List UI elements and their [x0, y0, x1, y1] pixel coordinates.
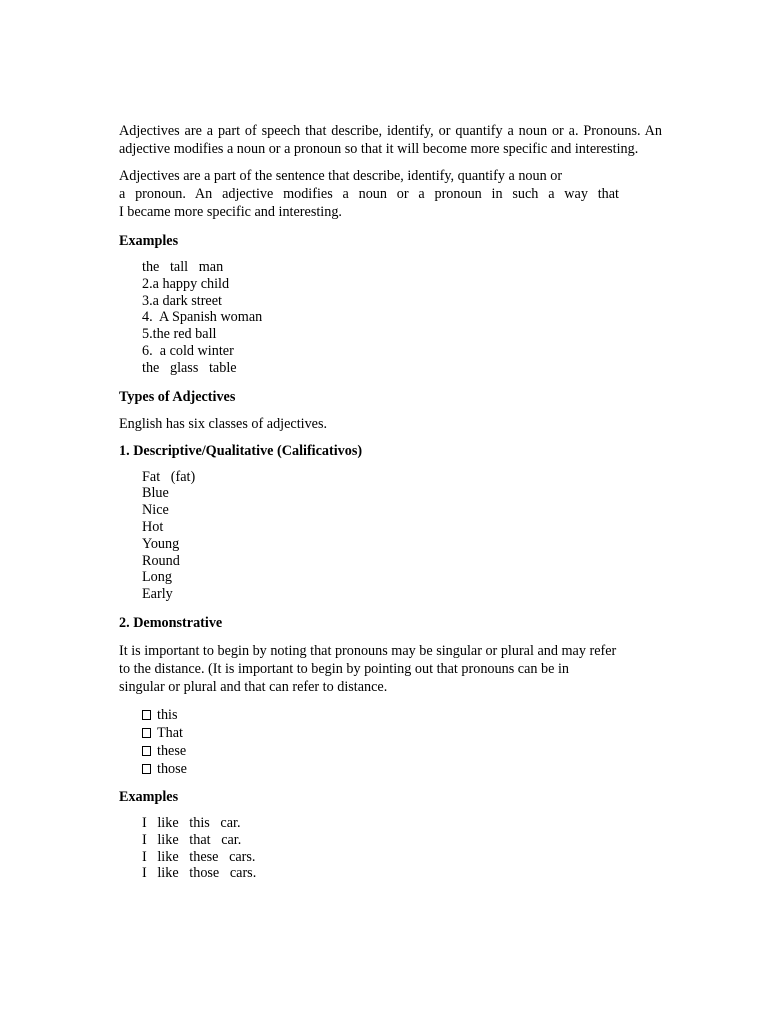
- types-heading: Types of Adjectives: [119, 388, 236, 405]
- list-item: 4. A Spanish woman: [142, 309, 263, 326]
- document-content: [119, 122, 662, 882]
- demonstrative-heading: 2. Demonstrative: [119, 614, 223, 631]
- list-item: Nice: [142, 502, 169, 519]
- second-paragraph-line-3: I became more specific and interesting.: [119, 204, 342, 220]
- list-item: 3.a dark street: [142, 292, 222, 309]
- list-item: 6. a cold winter: [142, 342, 234, 359]
- examples-heading: Examples: [119, 233, 179, 249]
- demonstrative-paragraph-line-1: It is important to begin by noting that pronouns may be singular or plural and may refer: [119, 642, 617, 659]
- list-item: Long: [142, 569, 172, 586]
- list-item: I like those cars.: [142, 865, 257, 882]
- square-bullet-icon: [142, 746, 151, 756]
- examples-2-heading: Examples: [119, 788, 179, 805]
- intro-paragraph: Adjectives are a part of speech that describe, identify, or quantify a noun or a. Pronouns. An adjective modifies a noun or a pronoun so that it will become more specific and interesting.: [119, 123, 662, 157]
- list-item: Blue: [142, 485, 169, 502]
- list-item: Round: [142, 552, 180, 569]
- descriptive-heading: 1. Descriptive/Qualitative (Calificativos): [119, 442, 363, 459]
- list-item: Young: [142, 535, 180, 552]
- list-item: Early: [142, 586, 173, 603]
- list-item: That: [142, 724, 662, 742]
- demonstrative-paragraph-line-2: to the distance. (It is important to begin by pointing out that pronouns can be in: [119, 660, 569, 677]
- second-paragraph-line-1: Adjectives are a part of the sentence that describe, identify, quantify a noun or: [119, 168, 563, 184]
- list-item: Hot: [142, 518, 164, 535]
- demonstrative-list: [119, 706, 662, 778]
- list-item: I like this car.: [142, 814, 241, 831]
- examples-2-list: [119, 815, 662, 882]
- list-item: the glass table: [142, 359, 237, 376]
- list-item: I like that car.: [142, 831, 242, 848]
- square-bullet-icon: [142, 764, 151, 774]
- square-bullet-icon: [142, 728, 151, 738]
- list-item: this: [142, 706, 662, 724]
- second-paragraph-line-2: a pronoun. An adjective modifies a noun or a pronoun in such a way that: [119, 186, 619, 202]
- list-item: those: [142, 760, 662, 778]
- demonstrative-paragraph-line-3: singular or plural and that can refer to distance.: [119, 678, 388, 695]
- square-bullet-icon: [142, 710, 151, 720]
- list-item: the tall man: [142, 259, 224, 275]
- list-item: these: [142, 742, 662, 760]
- list-item: 5.the red ball: [142, 326, 217, 343]
- descriptive-list: [119, 469, 662, 603]
- examples-list: [119, 259, 662, 377]
- list-item: 2.a happy child: [142, 275, 230, 292]
- second-paragraph: [119, 167, 662, 221]
- list-item: Fat (fat): [142, 468, 196, 485]
- types-intro: English has six classes of adjectives.: [119, 415, 328, 432]
- demonstrative-paragraph: [119, 642, 669, 696]
- list-item: I like these cars.: [142, 848, 256, 865]
